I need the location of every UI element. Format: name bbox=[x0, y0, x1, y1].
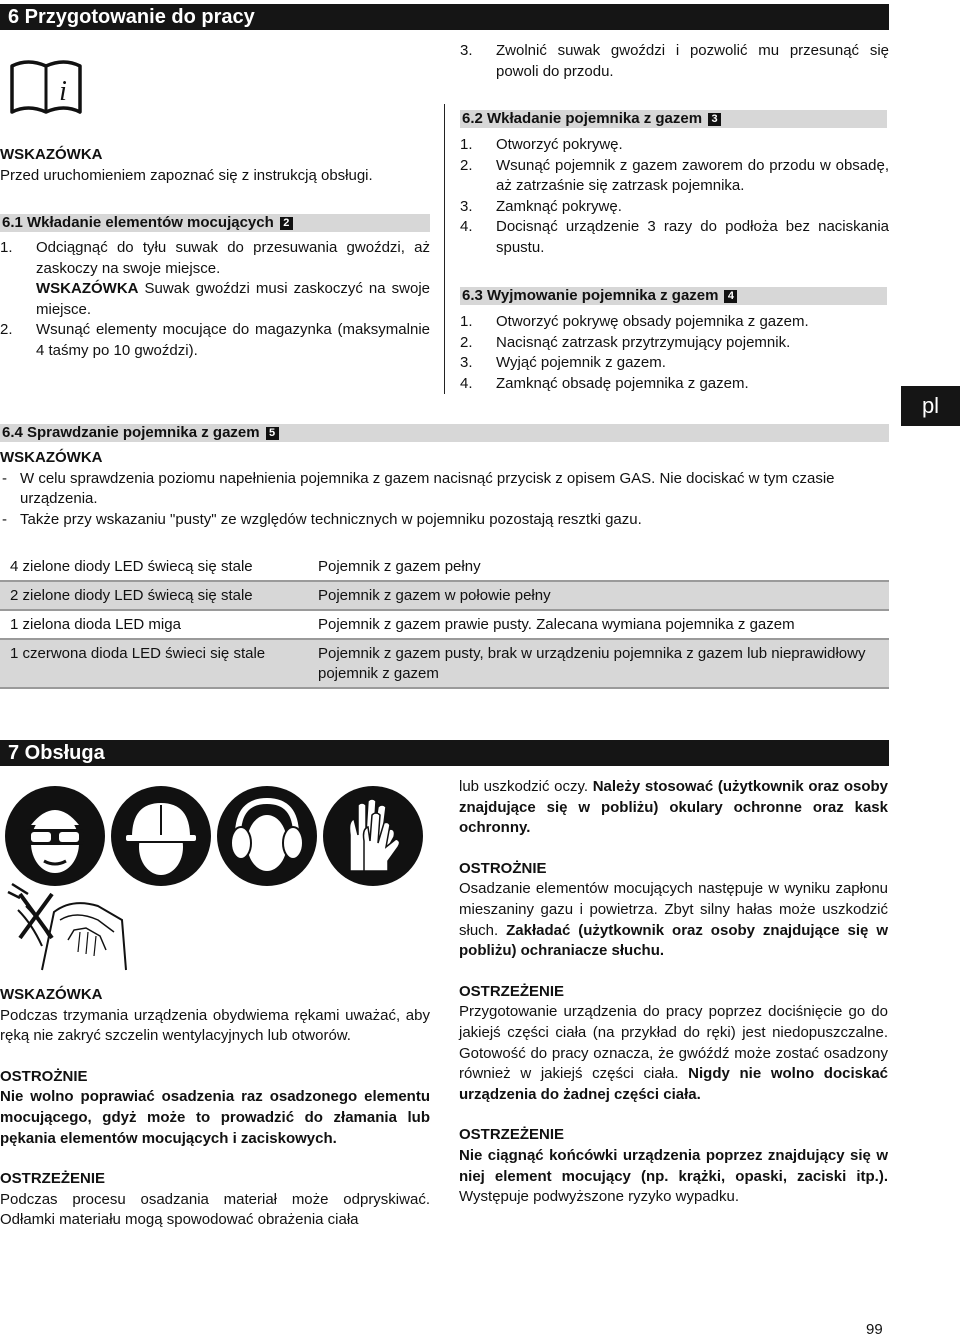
table-row bbox=[0, 581, 889, 610]
section-6-title: 6 Przygotowanie do pracy bbox=[8, 6, 255, 28]
inline-notice-label: WSKAZÓWKA bbox=[36, 280, 139, 298]
led-cell: 2 zielone diody LED świecą się stale bbox=[0, 581, 308, 610]
warning-label: OSTRZEŻENIE bbox=[459, 982, 565, 1000]
page-number: 99 bbox=[866, 1321, 883, 1338]
step-item: 4. Docisnąć urządzenie 3 razy do podłoża bez naciskania spustu. bbox=[460, 218, 889, 256]
step-item: 2. Nacisnąć zatrzask przytrzymujący pojemnik. bbox=[460, 333, 791, 351]
column-divider bbox=[444, 104, 445, 394]
figure-badge: 2 bbox=[280, 217, 293, 230]
state-cell: Pojemnik z gazem w połowie pełny bbox=[308, 581, 889, 610]
warning-text: Nie ciągnąć końcówki urządzenia poprzez znajdujący się w niej element mocujący (np. krążki, opaski, zaciski itp.). Występuje podwyższone ryzyko wypadku. bbox=[459, 1146, 888, 1206]
subsection-6-1-title: 6.1 Wkładanie elementów mocujących bbox=[2, 214, 274, 231]
led-cell: 4 zielone diody LED świecą się stale bbox=[0, 553, 308, 581]
continued-warning-text: lub uszkodzić oczy. Należy stosować (użytkownik oraz osoby znajdujące się w pobliżu) okulary ochronne oraz kask ochronny. bbox=[459, 778, 888, 837]
notice-label: WSKAZÓWKA bbox=[0, 146, 103, 163]
step-item: 1. Odciągnąć do tyłu suwak do przesuwania gwoździ, aż zaskoczy na swoje miejsce. WSKAZÓWKA Suwak gwoździ musi zaskoczyć na swoje miejsce. bbox=[0, 239, 430, 318]
section-7-title: 7 Obsługa bbox=[8, 742, 105, 764]
notice-label: WSKAZÓWKA bbox=[0, 986, 103, 1003]
led-cell: 1 zielona dioda LED miga bbox=[0, 610, 308, 639]
caution-label: OSTROŻNIE bbox=[459, 859, 547, 877]
step-item: 4. Zamknąć obsadę pojemnika z gazem. bbox=[460, 374, 749, 392]
figure-badge: 4 bbox=[724, 290, 737, 303]
subsection-6-1-header bbox=[0, 214, 430, 232]
bullet-item: - W celu sprawdzenia poziomu napełnienia pojemnika z gazem nacisnąć przycisk z opisem GAS. Nie dociskać w tym czasie urządzenia. bbox=[2, 469, 835, 508]
caution-label: OSTROŻNIE bbox=[0, 1067, 88, 1085]
section-7-left-column bbox=[0, 985, 430, 1231]
step-item: 3. Wyjąć pojemnik z gazem. bbox=[460, 354, 666, 372]
info-book-icon bbox=[8, 58, 84, 116]
section-7-header bbox=[0, 740, 889, 766]
subsection-6-3-title: 6.3 Wyjmowanie pojemnika z gazem bbox=[462, 287, 719, 304]
hard-hat-icon bbox=[110, 785, 212, 887]
table-row bbox=[0, 639, 889, 688]
svg-text:i: i bbox=[59, 76, 67, 107]
warning-text: Podczas procesu osadzania materiał może odpryskiwać. Odłamki materiału mogą spowodować obrażenia ciała bbox=[0, 1190, 430, 1229]
step-item: 3. Zwolnić suwak gwoździ i pozwolić mu przesunąć się powoli do przodu. bbox=[460, 42, 889, 80]
subsection-6-4-header bbox=[0, 424, 889, 442]
notice-text: Podczas trzymania urządzenia obydwiema rękami uważać, aby ręką nie zakryć szczelin wentylacyjnych lub otworów. bbox=[0, 1006, 430, 1045]
step-item: 1. Otworzyć pokrywę obsady pojemnika z gazem. bbox=[460, 313, 809, 330]
safety-goggles-icon bbox=[4, 785, 106, 887]
state-cell: Pojemnik z gazem pełny bbox=[308, 553, 889, 581]
step-item: 1. Otworzyć pokrywę. bbox=[460, 136, 623, 153]
subsection-6-2-header bbox=[460, 110, 887, 128]
section-7-right-column bbox=[459, 777, 888, 1208]
subsection-6-3-steps bbox=[460, 312, 889, 394]
section-6-notice bbox=[0, 145, 430, 186]
subsection-6-4-title: 6.4 Sprawdzanie pojemnika z gazem bbox=[2, 424, 260, 441]
step-item: 2. Wsunąć pojemnik z gazem zaworem do przodu w obsadę, aż zatrzaśnie się zatrzask pojemnika. bbox=[460, 156, 889, 195]
subsection-6-1-steps bbox=[0, 238, 430, 362]
table-row bbox=[0, 610, 889, 639]
caution-text: Osadzanie elementów mocujących następuje w wyniku zapłonu mieszaniny gazu i powietrza. Zbyt silny hałas może uszkodzić słuch. Zakładać (użytkownik oraz osoby znajdujące się w pobliżu) ochraniacze słuchu. bbox=[459, 880, 888, 960]
warning-text: Przygotowanie urządzenia do pracy poprzez dociśnięcie go do jakiejś części ciała (na przykład do ręki) jest niedopuszczalne. Gotowość do pracy oznacza, że gwóźdź może zostać osadzony również w jakiejś części ciała. Nigdy nie wolno dociskać urządzenia do żadnej części ciała. bbox=[459, 1003, 888, 1103]
language-tab: pl bbox=[901, 386, 960, 426]
led-cell: 1 czerwona dioda LED świeci się stale bbox=[0, 639, 308, 688]
figure-badge: 5 bbox=[266, 427, 279, 440]
notice-label: WSKAZÓWKA bbox=[0, 449, 103, 466]
table-row bbox=[0, 553, 889, 581]
warning-label: OSTRZEŻENIE bbox=[459, 1126, 565, 1144]
subsection-6-3-header bbox=[460, 287, 887, 305]
subsection-6-2-title: 6.2 Wkładanie pojemnika z gazem bbox=[462, 110, 703, 127]
notice-text: Przed uruchomieniem zapoznać się z instrukcją obsługi. bbox=[0, 166, 373, 184]
subsection-6-4-notice bbox=[0, 448, 889, 530]
bullet-item: - Także przy wskazaniu "pusty" ze względów technicznych w pojemniku pozostają resztki gazu. bbox=[2, 510, 642, 528]
led-status-table bbox=[0, 553, 889, 689]
step-item: 3. Zamknąć pokrywę. bbox=[460, 197, 622, 215]
warning-label: OSTRZEŻENIE bbox=[0, 1170, 106, 1188]
figure-badge: 3 bbox=[708, 113, 721, 126]
ear-protection-icon bbox=[216, 785, 318, 887]
step-item: 2. Wsunąć elementy mocujące do magazynka (maksymalnie 4 taśmy po 10 gwoździ). bbox=[0, 321, 430, 359]
protective-gloves-icon bbox=[322, 785, 424, 887]
state-cell: Pojemnik z gazem prawie pusty. Zalecana wymiana pojemnika z gazem bbox=[308, 610, 889, 639]
no-hands-vent-icon bbox=[2, 880, 130, 972]
state-cell: Pojemnik z gazem pusty, brak w urządzeniu pojemnika z gazem lub nieprawidłowy pojemnik z gazem bbox=[308, 639, 889, 688]
subsection-6-1-steps-continued bbox=[460, 41, 889, 82]
caution-text: Nie wolno poprawiać osadzenia raz osadzonego elementu mocującego, gdyż może to prowadzić do złamania lub pękania elementów mocujących i zaciskowych. bbox=[0, 1088, 430, 1147]
subsection-6-2-steps bbox=[460, 135, 889, 259]
section-6-header bbox=[0, 4, 889, 30]
